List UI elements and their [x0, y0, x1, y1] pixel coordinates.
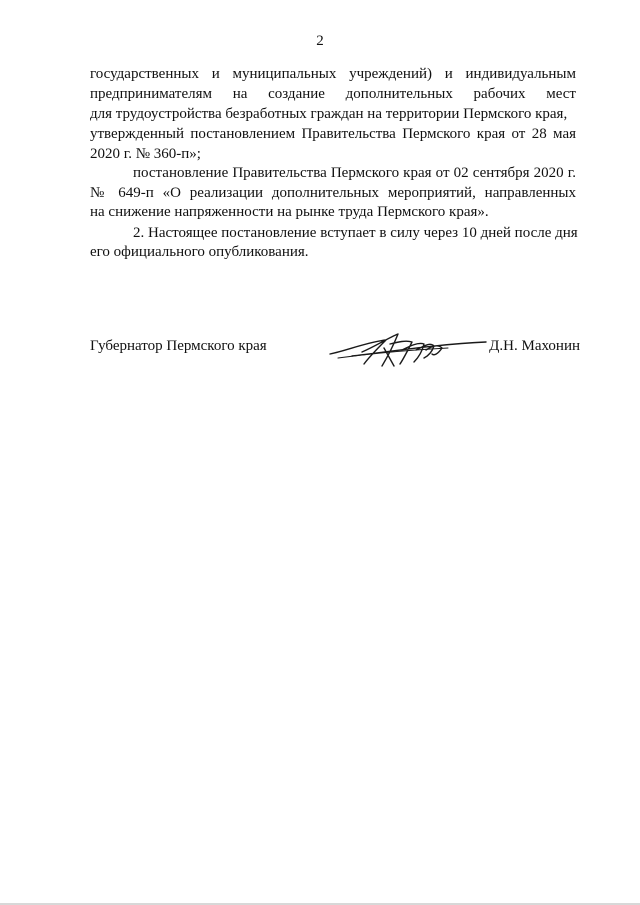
body-line: утвержденный постановлением Правительства Пермского края от 28 мая [90, 126, 576, 142]
body-line: 2020 г. № 360-п»; [90, 146, 201, 162]
signatory-name: Д.Н. Махонин [489, 338, 580, 354]
body-line: на снижение напряженности на рынке труда Пермского края». [90, 204, 489, 220]
body-line: № 649-п «О реализации дополнительных мероприятий, направленных [90, 185, 576, 201]
body-line: постановление Правительства Пермского края от 02 сентября 2020 г. [133, 165, 576, 181]
body-line: государственных и муниципальных учреждений) и индивидуальным [90, 66, 576, 82]
body-line: предпринимателям на создание дополнительных рабочих мест [90, 86, 576, 102]
body-line: его официального опубликования. [90, 244, 309, 260]
handwritten-signature [328, 330, 488, 370]
body-line: для трудоустройства безработных граждан на территории Пермского края, [90, 106, 568, 122]
body-line: 2. Настоящее постановление вступает в силу через 10 дней после дня [133, 225, 578, 241]
page-number: 2 [316, 33, 324, 49]
signature-block [90, 330, 580, 370]
signatory-title: Губернатор Пермского края [90, 338, 267, 354]
